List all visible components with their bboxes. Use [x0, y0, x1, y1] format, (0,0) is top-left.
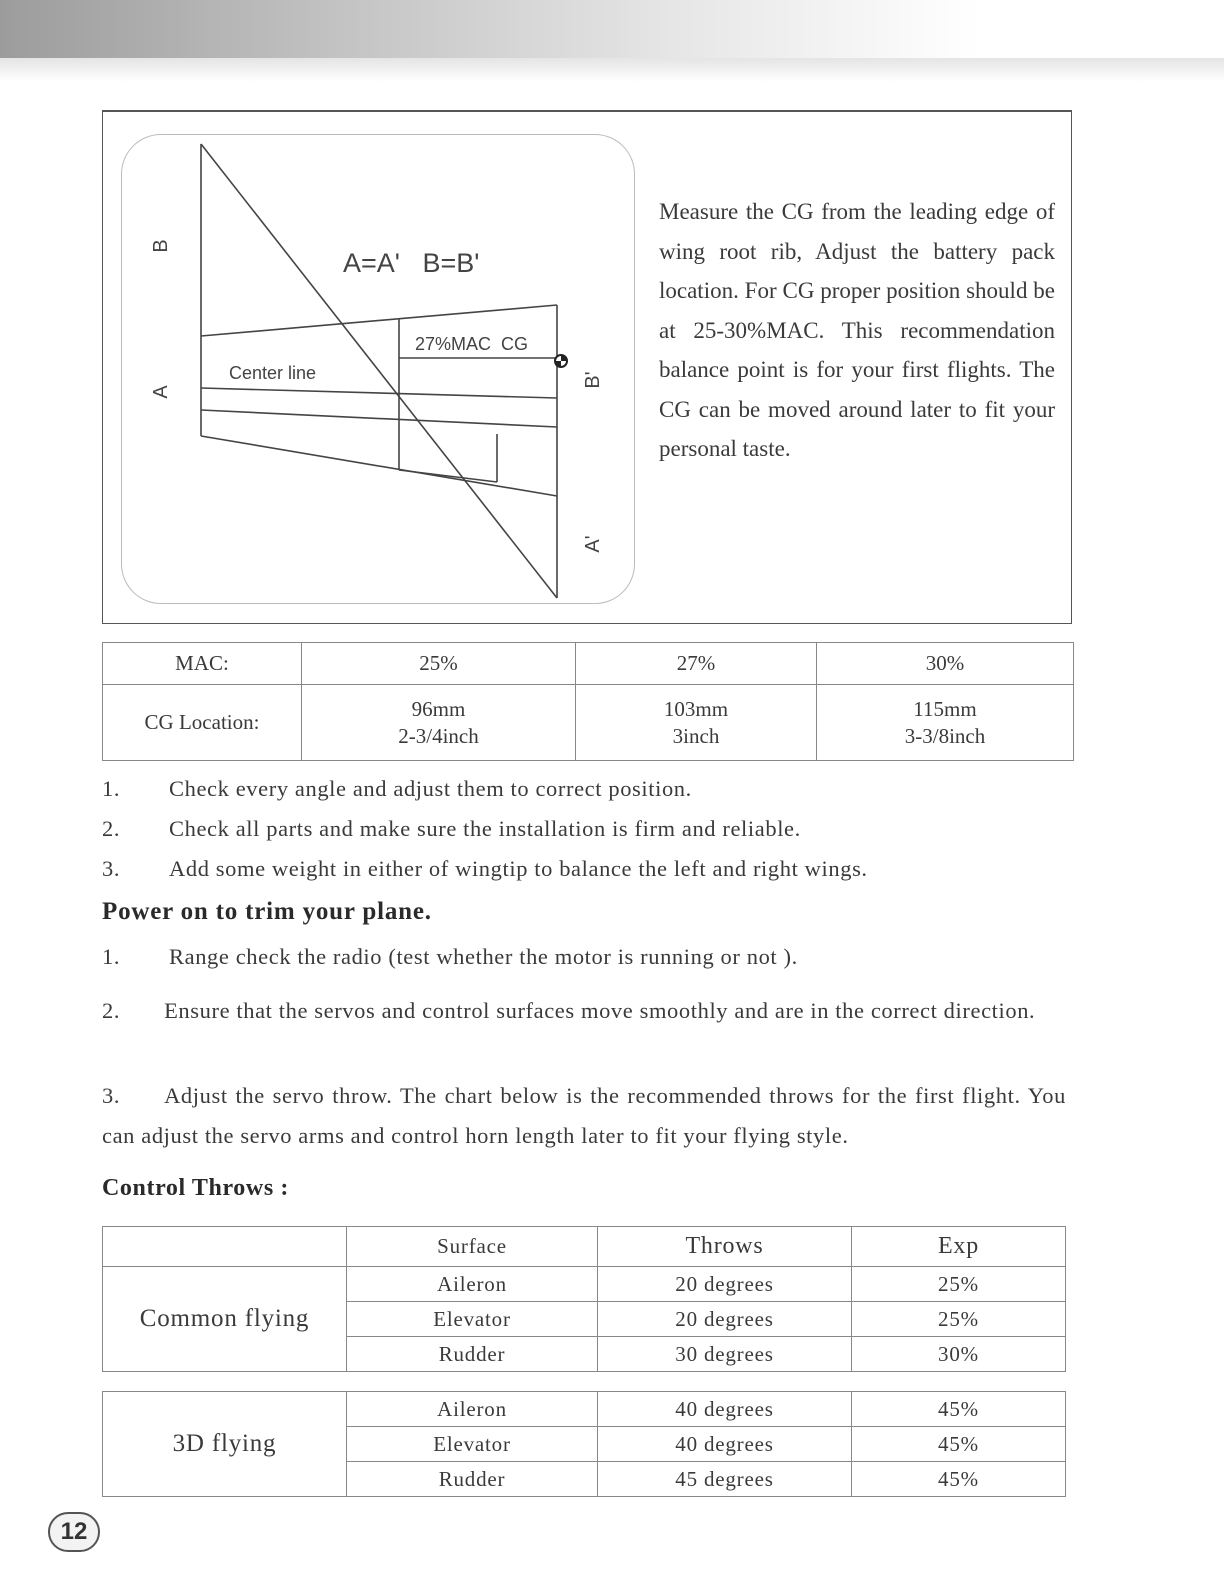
mac-table	[102, 642, 1074, 761]
3d-throws-table	[102, 1391, 1066, 1497]
list-text: Check all parts and make sure the installation is firm and reliable.	[169, 816, 801, 841]
mid-line	[201, 410, 557, 427]
page-number: 12	[48, 1512, 100, 1552]
3d-flying-label: 3D flying	[103, 1392, 347, 1497]
power-step-2	[102, 991, 1066, 1031]
throws-cell: 40 degrees	[598, 1427, 852, 1462]
exp-header: Exp	[852, 1227, 1066, 1267]
list-text: Range check the radio (test whether the motor is running or not ).	[169, 944, 798, 969]
exp-cell: 25%	[852, 1302, 1066, 1337]
cg-marker-icon	[555, 355, 567, 367]
label-b-prime: B'	[582, 371, 604, 389]
list-number: 3.	[102, 856, 121, 881]
list-number: 3.	[102, 1083, 121, 1108]
cg-inch: 2-3/4inch	[398, 723, 479, 748]
cg-cell-30	[817, 685, 1074, 761]
label-b: B	[150, 239, 172, 253]
equation-label: A=A' B=B'	[343, 248, 480, 278]
common-flying-label: Common flying	[103, 1267, 347, 1372]
cg-cell-27	[576, 685, 817, 761]
throws-heading: Control Throws :	[102, 1175, 289, 1201]
mac-inner-bottom	[399, 470, 497, 482]
throws-cell: 20 degrees	[598, 1302, 852, 1337]
cg-mm: 115mm	[913, 696, 977, 721]
surface-cell: Elevator	[347, 1302, 598, 1337]
power-step-1	[102, 944, 1068, 974]
mac-cg-label: 27%MAC CG	[415, 334, 529, 354]
power-heading: Power on to trim your plane.	[102, 898, 432, 925]
cg-diagram	[103, 112, 643, 622]
exp-cell: 45%	[852, 1462, 1066, 1497]
throws-cell: 20 degrees	[598, 1267, 852, 1302]
cg-instructions: Measure the CG from the leading edge of wing root rib, Adjust the battery pack location. For CG proper position should be at 25-30%MAC. This recommendation balance point is for your first flights. The CG can be moved around later to fit your personal taste.	[659, 199, 1055, 461]
list-text: Check every angle and adjust them to correct position.	[169, 776, 692, 801]
surface-cell: Rudder	[347, 1462, 598, 1497]
throws-cell: 40 degrees	[598, 1392, 852, 1427]
cg-mm: 103mm	[663, 696, 729, 721]
exp-cell: 25%	[852, 1267, 1066, 1302]
throws-header: Throws	[598, 1227, 852, 1267]
power-step-3	[102, 1076, 1066, 1156]
surface-cell: Aileron	[347, 1392, 598, 1427]
mac-27: 27%	[576, 643, 817, 685]
surface-cell: Aileron	[347, 1267, 598, 1302]
center-line	[201, 388, 557, 398]
list-number: 1.	[102, 776, 121, 801]
exp-cell: 45%	[852, 1392, 1066, 1427]
throws-cell: 45 degrees	[598, 1462, 852, 1497]
check-list	[102, 776, 1068, 896]
mac-header: MAC:	[103, 643, 302, 685]
list-number: 2.	[102, 998, 121, 1023]
mac-30: 30%	[817, 643, 1074, 685]
label-a-prime: A'	[582, 535, 604, 553]
throws-cell: 30 degrees	[598, 1337, 852, 1372]
exp-cell: 45%	[852, 1427, 1066, 1462]
empty-header	[103, 1227, 347, 1267]
label-a: A	[150, 385, 172, 399]
cg-mm: 96mm	[411, 696, 466, 721]
exp-cell: 30%	[852, 1337, 1066, 1372]
surface-header: Surface	[347, 1227, 598, 1267]
cg-location-header: CG Location:	[103, 685, 302, 761]
list-text: Add some weight in either of wingtip to balance the left and right wings.	[169, 856, 868, 881]
list-text: Ensure that the servos and control surfaces move smoothly and are in the correct direction.	[164, 998, 1036, 1023]
surface-cell: Elevator	[347, 1427, 598, 1462]
list-number: 2.	[102, 816, 121, 841]
trailing-edge	[201, 436, 557, 496]
cg-inch: 3inch	[672, 723, 720, 748]
mac-25: 25%	[302, 643, 576, 685]
center-line-label: Center line	[229, 363, 317, 383]
list-number: 1.	[102, 944, 121, 969]
common-throws-table	[102, 1226, 1066, 1372]
header-band	[0, 0, 1224, 62]
leading-edge	[201, 305, 557, 336]
list-text: Adjust the servo throw. The chart below is the recommended throws for the first flight. You can adjust the servo arms and control horn length later to fit your flying style.	[102, 1083, 1066, 1148]
cg-inch: 3-3/8inch	[904, 723, 986, 748]
cg-cell-25	[302, 685, 576, 761]
surface-cell: Rudder	[347, 1337, 598, 1372]
cg-box	[102, 110, 1072, 624]
